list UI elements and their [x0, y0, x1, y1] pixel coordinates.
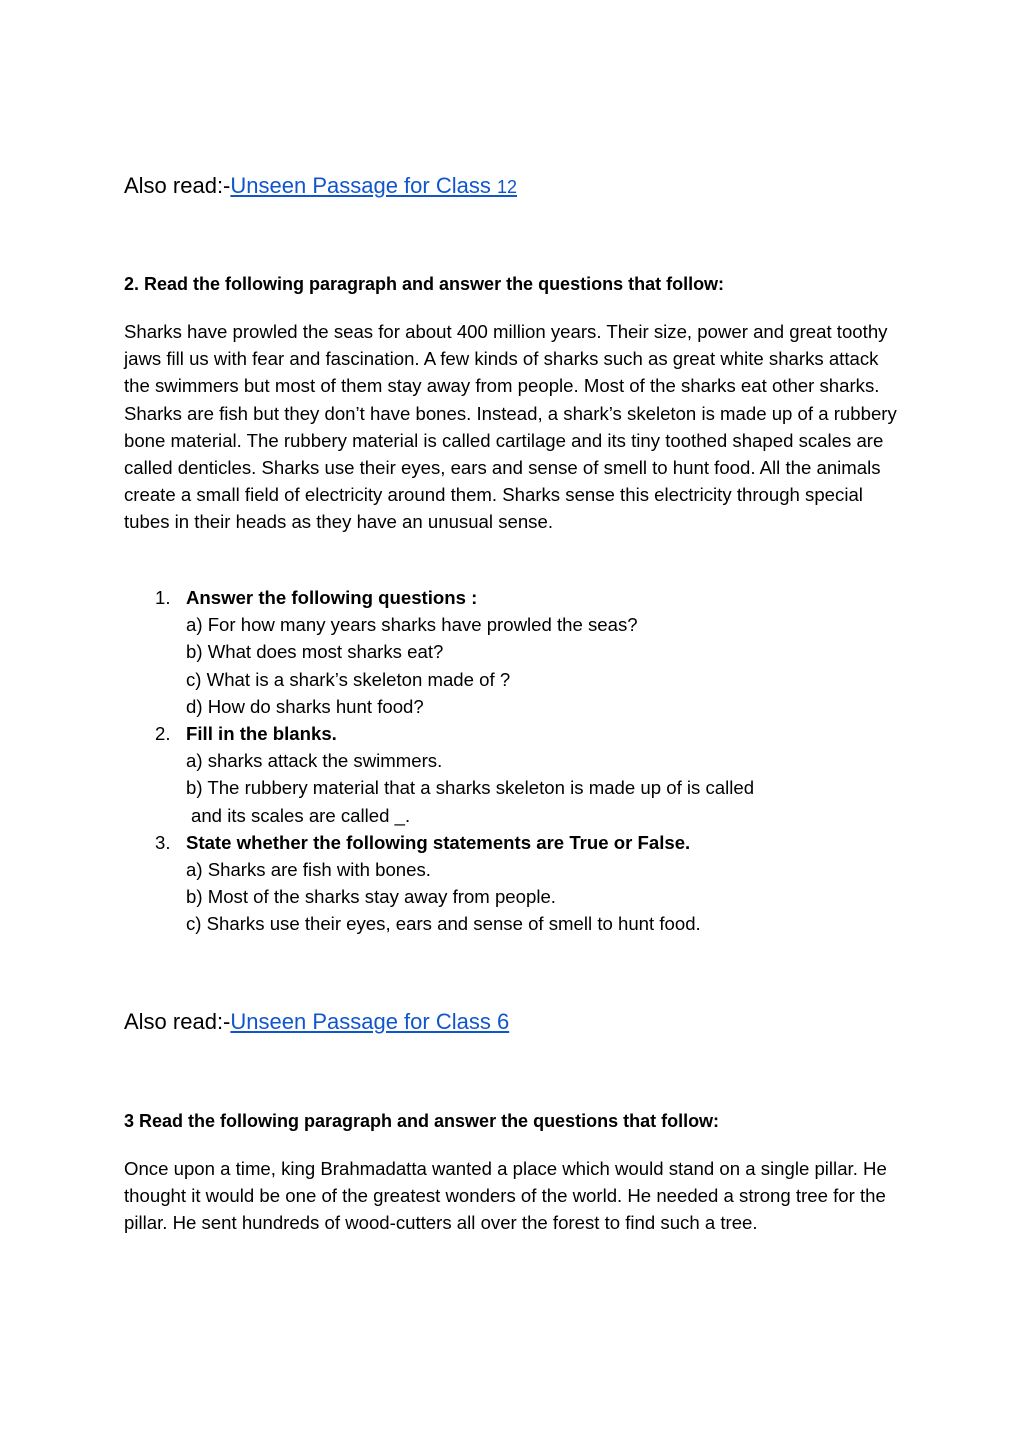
also-read-prefix: Also read:- — [124, 1009, 231, 1034]
also-read-line-2 — [124, 1008, 509, 1036]
section-2-paragraph: Sharks have prowled the seas for about 400 million years. Their size, power and great toothy jaws fill us with fear and fascination. A few kinds of sharks such as great white sharks attack the swimmers but most of them stay away from people. Most of the sharks eat other sharks. Sharks are fish but they don’t have bones. Instead, a shark’s skeleton is made up of a rubbery bone material. The rubbery material is called cartilage and its tiny toothed shaped scales are called denticles. Sharks use their eyes, ears and sense of smell to hunt food. All the animals create a small field of electricity around them. Sharks sense this electricity through special tubes in their heads as they have an unusual sense. — [124, 321, 897, 533]
question-2 — [124, 720, 904, 829]
question-title: Answer the following questions : — [186, 587, 478, 608]
section-3-heading: 3 Read the following paragraph and answer the questions that follow: — [124, 1111, 720, 1131]
question-title: Fill in the blanks. — [186, 723, 337, 745]
question-3 — [124, 829, 904, 938]
also-read-prefix: Also read:- — [124, 173, 231, 198]
question-item: b) The rubbery material that a sharks skeleton is made up of is called — [186, 777, 755, 799]
question-item: b) What does most sharks eat? — [186, 641, 444, 663]
link-unseen-passage-class-6[interactable]: Unseen Passage for Class 6 — [230, 1009, 510, 1034]
section-3-paragraph: Once upon a time, king Brahmadatta wanted a place which would stand on a single pillar. He thought it would be one of the greatest wonders of the world. He needed a strong tree for the pillar. He sent hundreds of wood-cutters all over the forest to find such a tree. — [124, 1158, 887, 1234]
question-item: c) What is a shark’s skeleton made of ? — [186, 668, 511, 690]
question-title: State whether the following statements are True or False. — [186, 831, 691, 853]
question-number: 3. — [155, 831, 171, 853]
section-2-heading: 2. Read the following paragraph and answer the questions that follow: — [124, 274, 725, 294]
question-list — [124, 584, 904, 938]
question-number: 1. — [155, 587, 171, 608]
question-item: c) Sharks use their eyes, ears and sense of smell to hunt food. — [186, 913, 701, 935]
question-item: a) For how many years sharks have prowled the seas? — [186, 614, 638, 636]
question-item: and its scales are called _. — [191, 804, 411, 826]
question-item: b) Most of the sharks stay away from people. — [186, 886, 556, 908]
question-item: a) sharks attack the swimmers. — [186, 750, 443, 772]
question-item: a) Sharks are fish with bones. — [186, 859, 431, 881]
question-1 — [124, 584, 904, 720]
link-unseen-passage-class-12[interactable]: Unseen Passage for Class 12 — [230, 173, 517, 198]
also-read-line-1 — [124, 172, 517, 201]
question-item: d) How do sharks hunt food? — [186, 695, 424, 717]
question-number: 2. — [155, 723, 171, 745]
